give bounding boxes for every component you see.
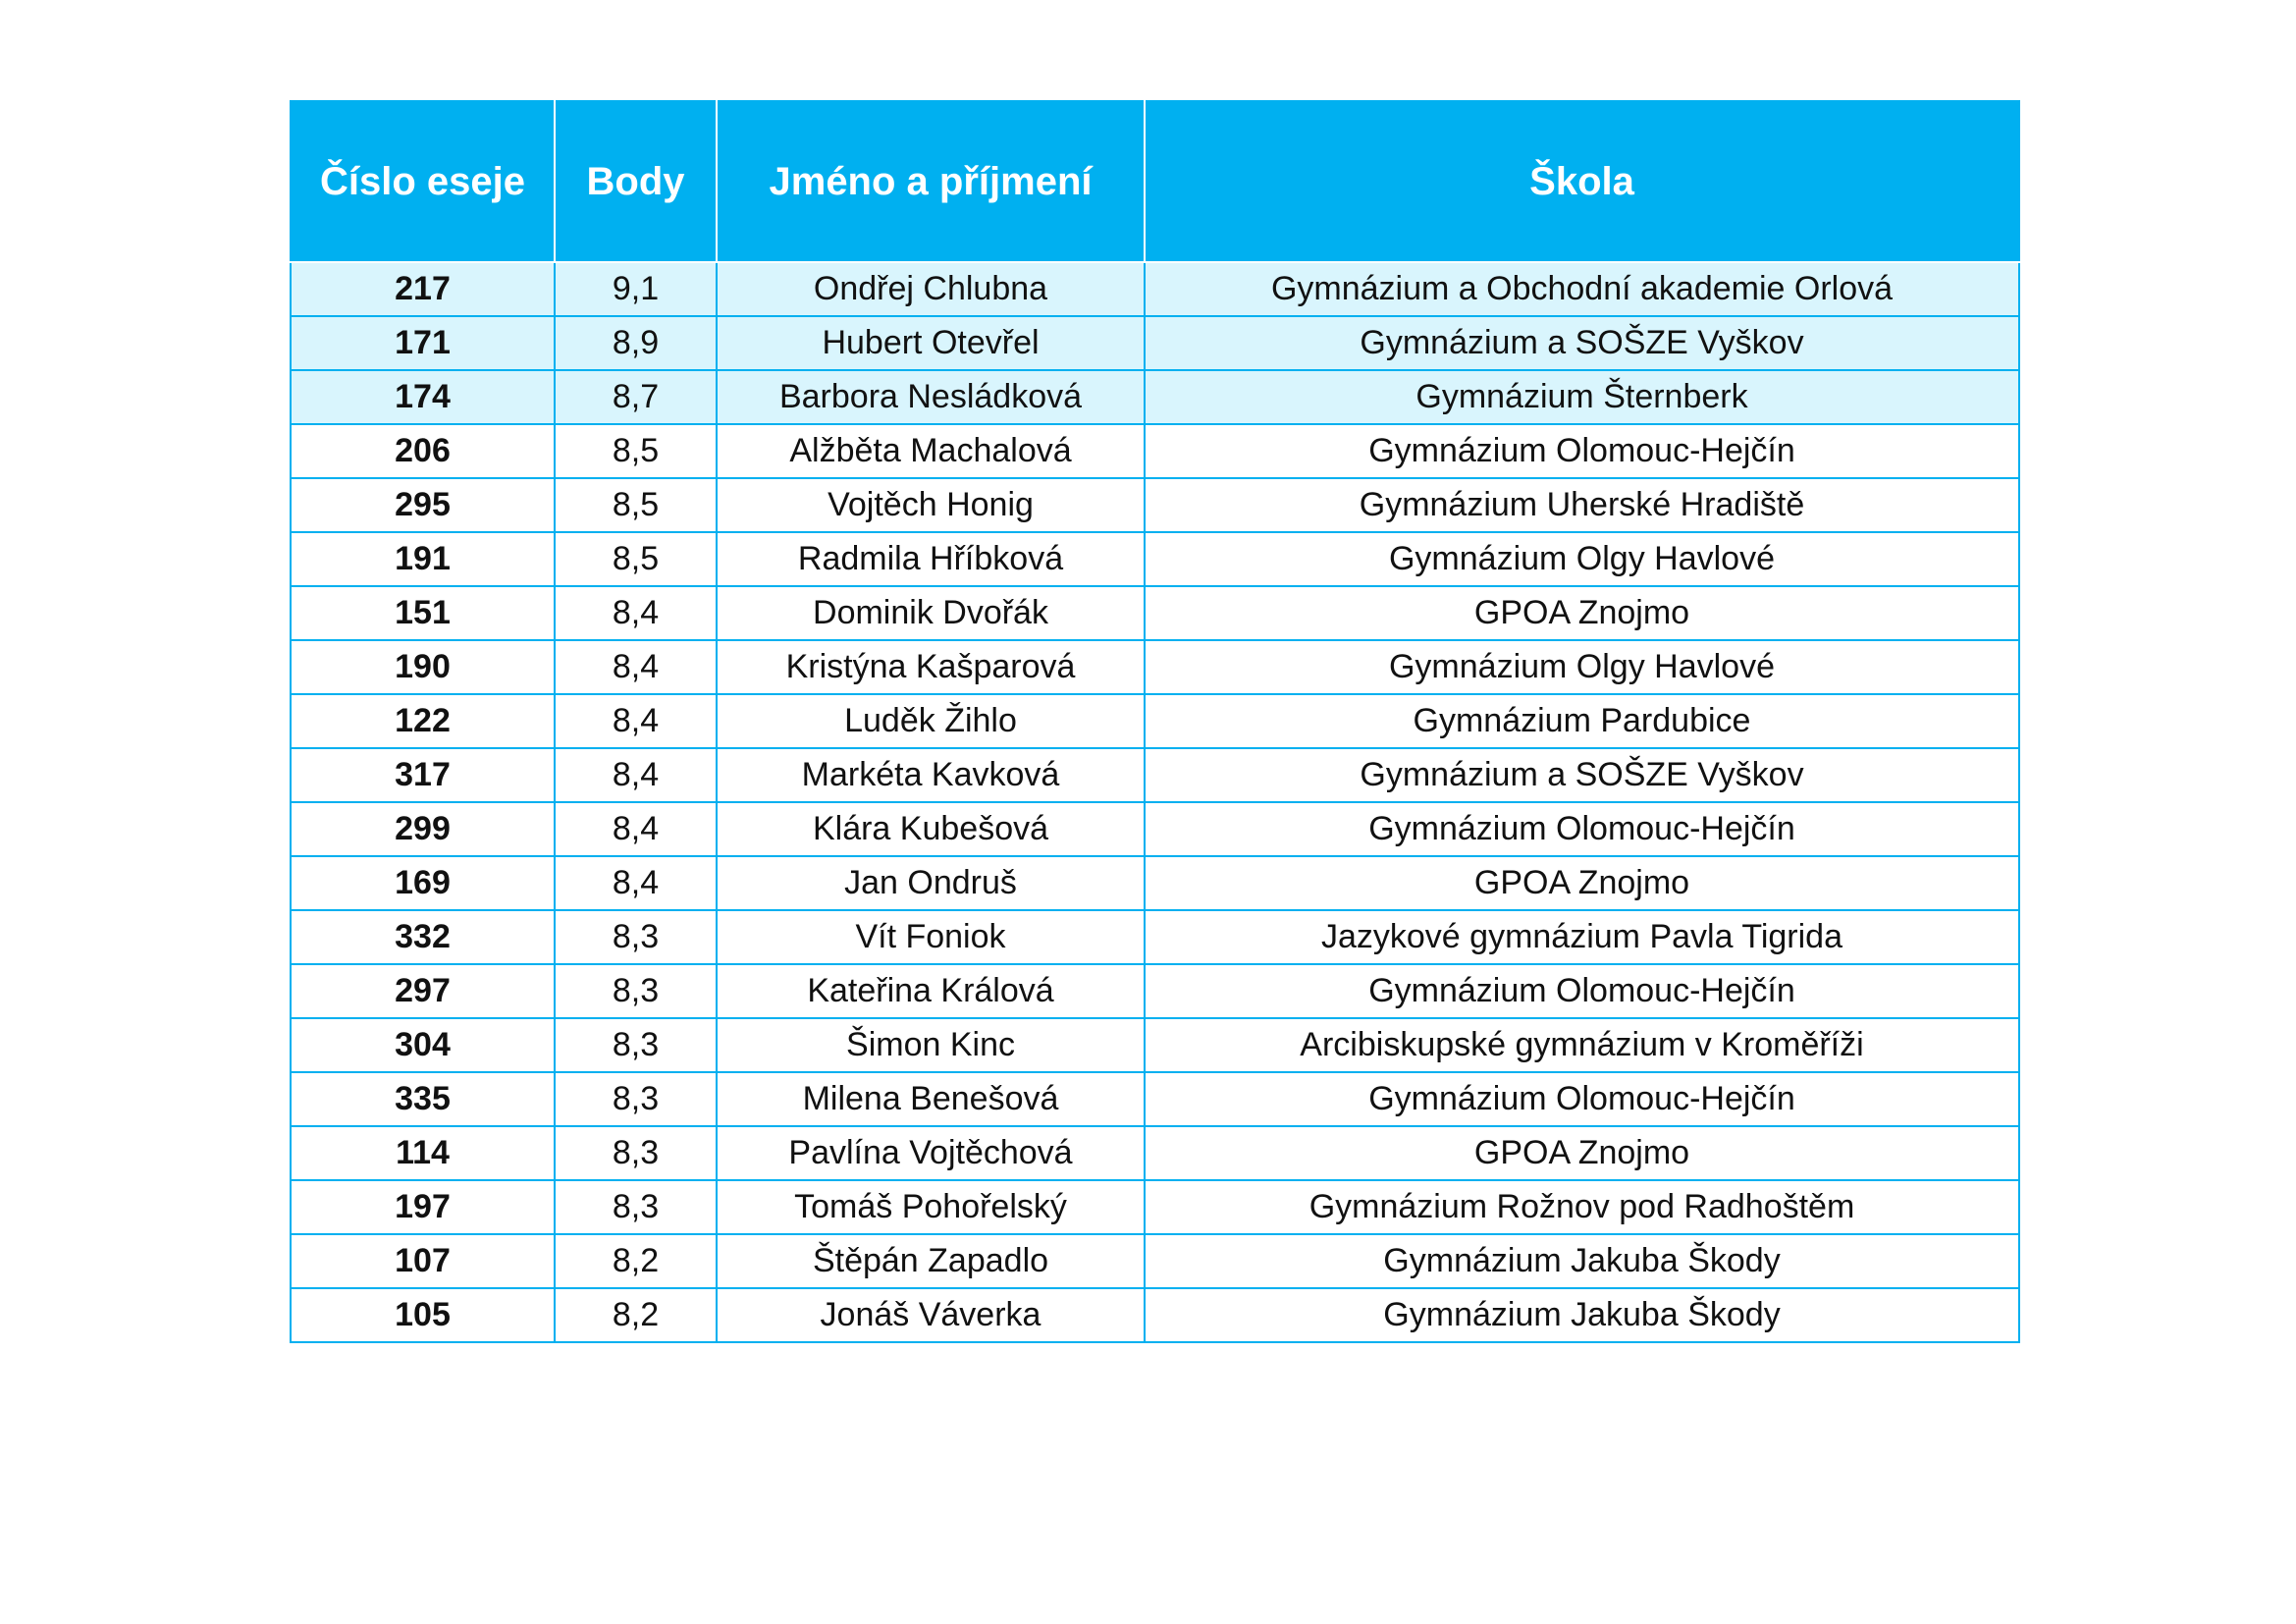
table-row bbox=[291, 802, 2019, 856]
cell-school: Gymnázium Olgy Havlové bbox=[1145, 532, 2019, 586]
cell-name: Vojtěch Honig bbox=[717, 478, 1145, 532]
cell-points: 8,4 bbox=[555, 748, 717, 802]
cell-essay-number: 171 bbox=[291, 316, 555, 370]
cell-points: 8,4 bbox=[555, 586, 717, 640]
cell-school: Gymnázium Olomouc-Hejčín bbox=[1145, 964, 2019, 1018]
cell-school: Jazykové gymnázium Pavla Tigrida bbox=[1145, 910, 2019, 964]
cell-school: Arcibiskupské gymnázium v Kroměříži bbox=[1145, 1018, 2019, 1072]
cell-essay-number: 105 bbox=[291, 1288, 555, 1342]
cell-essay-number: 335 bbox=[291, 1072, 555, 1126]
cell-points: 8,2 bbox=[555, 1288, 717, 1342]
cell-essay-number: 114 bbox=[291, 1126, 555, 1180]
table-header bbox=[291, 101, 2019, 262]
header-essay-number: Číslo eseje bbox=[291, 101, 555, 262]
cell-name: Dominik Dvořák bbox=[717, 586, 1145, 640]
cell-essay-number: 206 bbox=[291, 424, 555, 478]
cell-school: Gymnázium Jakuba Škody bbox=[1145, 1288, 2019, 1342]
cell-school: Gymnázium Olomouc-Hejčín bbox=[1145, 424, 2019, 478]
cell-name: Barbora Nesládková bbox=[717, 370, 1145, 424]
cell-points: 8,5 bbox=[555, 478, 717, 532]
cell-name: Markéta Kavková bbox=[717, 748, 1145, 802]
cell-essay-number: 304 bbox=[291, 1018, 555, 1072]
cell-name: Milena Benešová bbox=[717, 1072, 1145, 1126]
cell-essay-number: 332 bbox=[291, 910, 555, 964]
table-row bbox=[291, 586, 2019, 640]
cell-points: 8,4 bbox=[555, 802, 717, 856]
cell-school: Gymnázium Jakuba Škody bbox=[1145, 1234, 2019, 1288]
cell-points: 8,3 bbox=[555, 1180, 717, 1234]
cell-school: GPOA Znojmo bbox=[1145, 586, 2019, 640]
cell-school: GPOA Znojmo bbox=[1145, 856, 2019, 910]
cell-name: Alžběta Machalová bbox=[717, 424, 1145, 478]
table-body bbox=[291, 262, 2019, 1342]
cell-name: Vít Foniok bbox=[717, 910, 1145, 964]
cell-points: 8,7 bbox=[555, 370, 717, 424]
table-row bbox=[291, 640, 2019, 694]
cell-name: Klára Kubešová bbox=[717, 802, 1145, 856]
table-row bbox=[291, 532, 2019, 586]
cell-essay-number: 217 bbox=[291, 262, 555, 316]
cell-points: 8,2 bbox=[555, 1234, 717, 1288]
cell-points: 8,3 bbox=[555, 1126, 717, 1180]
header-row bbox=[291, 101, 2019, 262]
cell-essay-number: 151 bbox=[291, 586, 555, 640]
header-school: Škola bbox=[1145, 101, 2019, 262]
table-row bbox=[291, 964, 2019, 1018]
cell-name: Radmila Hříbková bbox=[717, 532, 1145, 586]
cell-name: Šimon Kinc bbox=[717, 1018, 1145, 1072]
cell-school: Gymnázium Olomouc-Hejčín bbox=[1145, 1072, 2019, 1126]
table-row bbox=[291, 1126, 2019, 1180]
table-row bbox=[291, 424, 2019, 478]
cell-name: Pavlína Vojtěchová bbox=[717, 1126, 1145, 1180]
results-table bbox=[290, 100, 2020, 1343]
cell-school: Gymnázium a SOŠZE Vyškov bbox=[1145, 316, 2019, 370]
table-row bbox=[291, 1072, 2019, 1126]
cell-points: 8,5 bbox=[555, 532, 717, 586]
cell-points: 8,9 bbox=[555, 316, 717, 370]
table-row bbox=[291, 1180, 2019, 1234]
table-row bbox=[291, 370, 2019, 424]
cell-school: Gymnázium a SOŠZE Vyškov bbox=[1145, 748, 2019, 802]
cell-name: Hubert Otevřel bbox=[717, 316, 1145, 370]
table-row bbox=[291, 316, 2019, 370]
header-points: Body bbox=[555, 101, 717, 262]
cell-points: 8,3 bbox=[555, 1018, 717, 1072]
cell-name: Jan Ondruš bbox=[717, 856, 1145, 910]
cell-name: Štěpán Zapadlo bbox=[717, 1234, 1145, 1288]
cell-essay-number: 169 bbox=[291, 856, 555, 910]
table-row bbox=[291, 856, 2019, 910]
table-row bbox=[291, 478, 2019, 532]
cell-name: Tomáš Pohořelský bbox=[717, 1180, 1145, 1234]
table-row bbox=[291, 910, 2019, 964]
cell-school: GPOA Znojmo bbox=[1145, 1126, 2019, 1180]
header-name: Jméno a příjmení bbox=[717, 101, 1145, 262]
cell-points: 8,4 bbox=[555, 640, 717, 694]
cell-school: Gymnázium Pardubice bbox=[1145, 694, 2019, 748]
cell-school: Gymnázium Šternberk bbox=[1145, 370, 2019, 424]
cell-name: Luděk Žihlo bbox=[717, 694, 1145, 748]
cell-essay-number: 174 bbox=[291, 370, 555, 424]
cell-points: 8,3 bbox=[555, 910, 717, 964]
cell-points: 9,1 bbox=[555, 262, 717, 316]
cell-essay-number: 197 bbox=[291, 1180, 555, 1234]
table-row bbox=[291, 1234, 2019, 1288]
cell-points: 8,5 bbox=[555, 424, 717, 478]
table-row bbox=[291, 748, 2019, 802]
cell-name: Ondřej Chlubna bbox=[717, 262, 1145, 316]
cell-essay-number: 299 bbox=[291, 802, 555, 856]
cell-points: 8,4 bbox=[555, 856, 717, 910]
cell-points: 8,3 bbox=[555, 1072, 717, 1126]
cell-essay-number: 107 bbox=[291, 1234, 555, 1288]
cell-name: Jonáš Váverka bbox=[717, 1288, 1145, 1342]
cell-name: Kristýna Kašparová bbox=[717, 640, 1145, 694]
table-row bbox=[291, 1018, 2019, 1072]
cell-name: Kateřina Králová bbox=[717, 964, 1145, 1018]
cell-school: Gymnázium a Obchodní akademie Orlová bbox=[1145, 262, 2019, 316]
cell-essay-number: 295 bbox=[291, 478, 555, 532]
cell-essay-number: 297 bbox=[291, 964, 555, 1018]
cell-school: Gymnázium Olgy Havlové bbox=[1145, 640, 2019, 694]
table-row bbox=[291, 262, 2019, 316]
cell-essay-number: 317 bbox=[291, 748, 555, 802]
cell-school: Gymnázium Uherské Hradiště bbox=[1145, 478, 2019, 532]
cell-school: Gymnázium Rožnov pod Radhoštěm bbox=[1145, 1180, 2019, 1234]
cell-points: 8,4 bbox=[555, 694, 717, 748]
cell-school: Gymnázium Olomouc-Hejčín bbox=[1145, 802, 2019, 856]
cell-points: 8,3 bbox=[555, 964, 717, 1018]
cell-essay-number: 190 bbox=[291, 640, 555, 694]
table-row bbox=[291, 694, 2019, 748]
table-row bbox=[291, 1288, 2019, 1342]
cell-essay-number: 191 bbox=[291, 532, 555, 586]
cell-essay-number: 122 bbox=[291, 694, 555, 748]
